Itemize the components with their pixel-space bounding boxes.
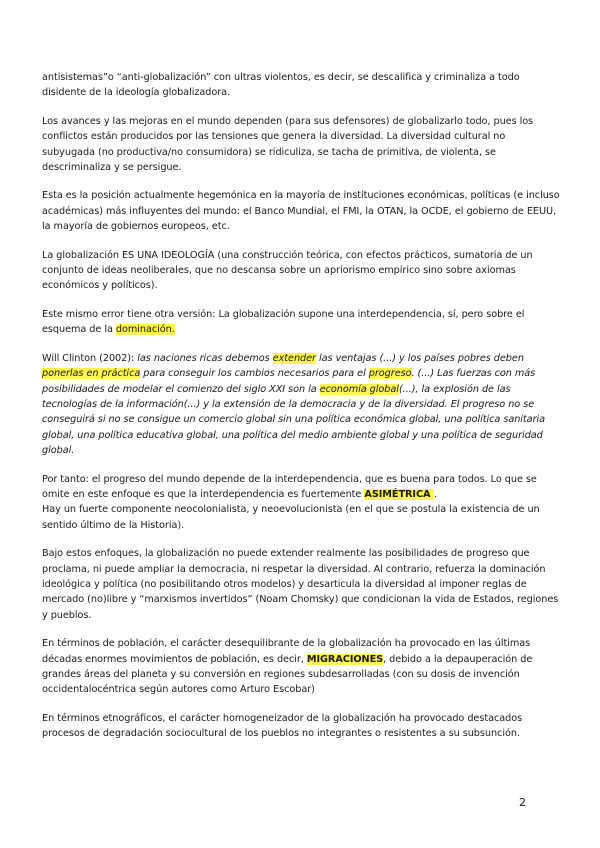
paragraph-5: [42, 307, 560, 338]
highlight-extender: extender: [272, 352, 316, 364]
paragraph-1: antisistemas”o “anti-globalización” con ultras violentos, es decir, se descalifica y criminaliza a todo disidente de la ideología globalizadora.: [42, 72, 520, 99]
paragraph-7-line2: Hay un fuerte componente neocolonialista, y neoevolucionista (en el que se postula la existencia de un sentido último de la Historia).: [42, 504, 540, 531]
paragraph-10: En términos etnográficos, el carácter homogeneizador de la globalización ha provocado destacados procesos de degradación sociocultural de los pueblos no integrantes o resistentes a su subsunción.: [42, 712, 523, 740]
page-body: [42, 70, 560, 755]
page-number: 2: [519, 796, 526, 809]
paragraph-3: Esta es la posición actualmente hegemónica en la mayoría de instituciones económicas, políticas (e incluso académicas) más influyentes del mundo: el Banco Mundial, el FMI, la OTAN, la OCDE, el gobierno de EEUU, la mayoría de gobiernos europeos, etc.: [42, 190, 560, 233]
highlight-ponerlas: ponerlas en práctica: [42, 368, 141, 380]
paragraph-5-text: Este mismo error tiene otra versión: La globalización supone una interdependencia, sí, pero sobre el esquema de la: [42, 308, 525, 336]
quote-text-1: las naciones ricas debemos: [137, 352, 273, 364]
paragraph-7-period: .: [433, 488, 437, 500]
quote-text-2: las ventajas (...) y los países pobres deben: [316, 352, 524, 364]
quote-text-5: (...), la explosión de las tecnologías de la información(...) y la extensión de la democracia y de la diversidad. El progreso no se conseguirá si no se consigue un comercio global sin una política económica global, una política sanitaria global, una política educativa global, una política del medio ambiente global y una política de seguridad global.: [42, 383, 546, 457]
highlight-economia-global: economía global: [319, 383, 399, 395]
quote-text-4: . (...) Las fuerzas con más posibilidades de modelar el comienzo del siglo XXI son la: [42, 368, 536, 395]
quote-author: Will Clinton (2002):: [42, 352, 138, 364]
paragraph-7: [42, 472, 560, 534]
paragraph-9: [42, 636, 560, 698]
paragraph-9-text: En términos de población, el carácter desequilibrante de la globalización ha provocado en las últimas décadas enormes movimientos de población, es decir,: [42, 638, 531, 665]
paragraph-8: Bajo estos enfoques, la globalización no puede extender realmente las posibilidades de progreso que proclama, ni puede ampliar la democracia, ni respetar la diversidad. Al contrario, refuerza la dominación ideológica y política (no posibilitando otros modelos) y desarticula la diversidad al imponer reglas de mercado (no)libre y “marxismos invertidos” (Noam Chomsky) que condicionan la vida de Estados, regiones y pueblos.: [42, 548, 559, 621]
highlight-progreso: progreso: [368, 368, 412, 380]
paragraph-7-text: Por tanto: el progreso del mundo depende de la interdependencia, que es buena para todos. Lo que se omite en este enfoque es que la interdependencia es fuertemente: [42, 473, 537, 500]
paragraph-4: La globalización ES UNA IDEOLOGÍA (una construcción teórica, con efectos prácticos, sumatoria de un conjunto de ideas neoliberales, que no descansa sobre un apriorismo empírico sino sobre axiomas económicos y políticos).: [42, 249, 533, 292]
highlight-asimetrica: ASIMÉTRICA: [364, 488, 434, 500]
quote-text-3: para conseguir los cambios necesarios para el: [140, 368, 369, 380]
paragraph-6-quote: [42, 351, 560, 459]
paragraph-9-tail: , debido a la depauperación de grandes áreas del planeta y su conversión en regiones subdesarrolladas (con su dosis de invención occidentalocéntrica según autores como Arturo Escobar): [42, 653, 533, 696]
highlight-dominacion: dominación.: [115, 324, 175, 336]
paragraph-2: Los avances y las mejoras en el mundo dependen (para sus defensores) de globalizarlo todo, pues los conflictos están producidos por las tensiones que genera la diversidad. La diversidad cultural no subyugada (no productiva/no consumidora) se ridiculiza, se tacha de primitiva, de violenta, se descriminaliza y se persigue.: [42, 115, 534, 174]
highlight-migraciones: MIGRACIONES: [306, 653, 384, 665]
